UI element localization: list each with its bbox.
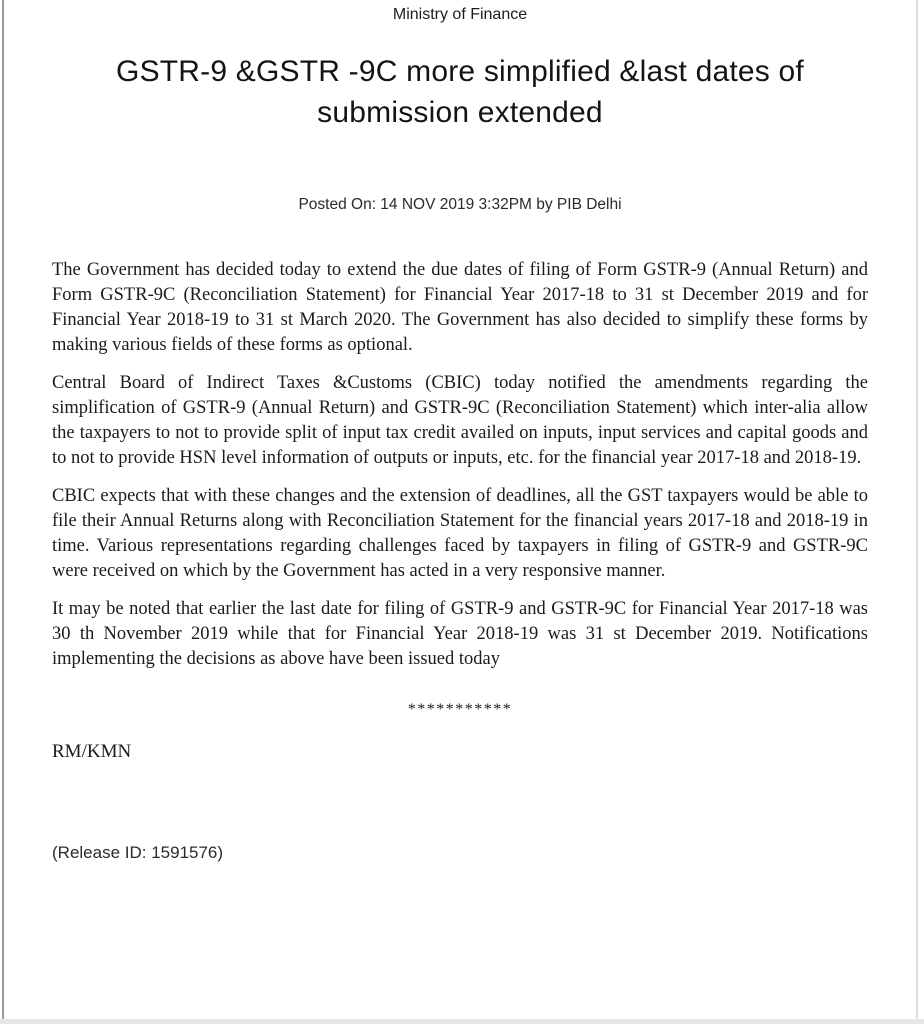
posted-on-line: Posted On: 14 NOV 2019 3:32PM by PIB Delhi [298,196,622,213]
article-paragraph-1: The Government has decided today to extend the due dates of filing of Form GSTR-9 (Annual Return) and Form GSTR-9C (Reconciliation Statement) for Financial Year 2017-18 to 31 st December 2019 and for Financial Year 2018-19 to 31 st March 2020. The Government has also decided to simplify these forms by making various fields of these forms as optional. [52,260,868,355]
release-id: (Release ID: 1591576) [52,843,224,862]
page-title: GSTR-9 &GSTR -9C more simplified &last dates of submission extended [116,55,804,129]
article-body [52,258,868,863]
article-paragraph-2: Central Board of Indirect Taxes &Customs (CBIC) today notified the amendments regarding the simplification of GSTR-9 (Annual Return) and GSTR-9C (Reconciliation Statement) which inter-alia allow the taxpayers to not to provide split of input tax credit availed on inputs, input services and capital goods and to not to provide HSN level information of outputs or inputs, etc. for the financial year 2017-18 and 2018-19. [52,373,868,468]
press-release-page [4,0,916,1019]
page-bottom-edge-strip [0,1019,924,1024]
article-paragraph-3: CBIC expects that with these changes and the extension of deadlines, all the GST taxpayers would be able to file their Annual Returns along with Reconciliation Statement for the financial years 2017-18 and 2018-19 in time. Various representations regarding challenges faced by taxpayers in filing of GSTR-9 and GSTR-9C were received on which by the Government has acted in a very responsive manner. [52,486,868,581]
author-initials: RM/KMN [52,741,132,762]
asterisk-separator: *********** [407,701,513,718]
ministry-name: Ministry of Finance [392,6,528,23]
article-paragraph-4: It may be noted that earlier the last date for filing of GSTR-9 and GSTR-9C for Financial Year 2017-18 was 30 th November 2019 while that for Financial Year 2018-19 was 31 st December 2019. Notifications implementing the decisions as above have been issued today [52,599,868,669]
page-right-edge-line [916,0,918,1019]
